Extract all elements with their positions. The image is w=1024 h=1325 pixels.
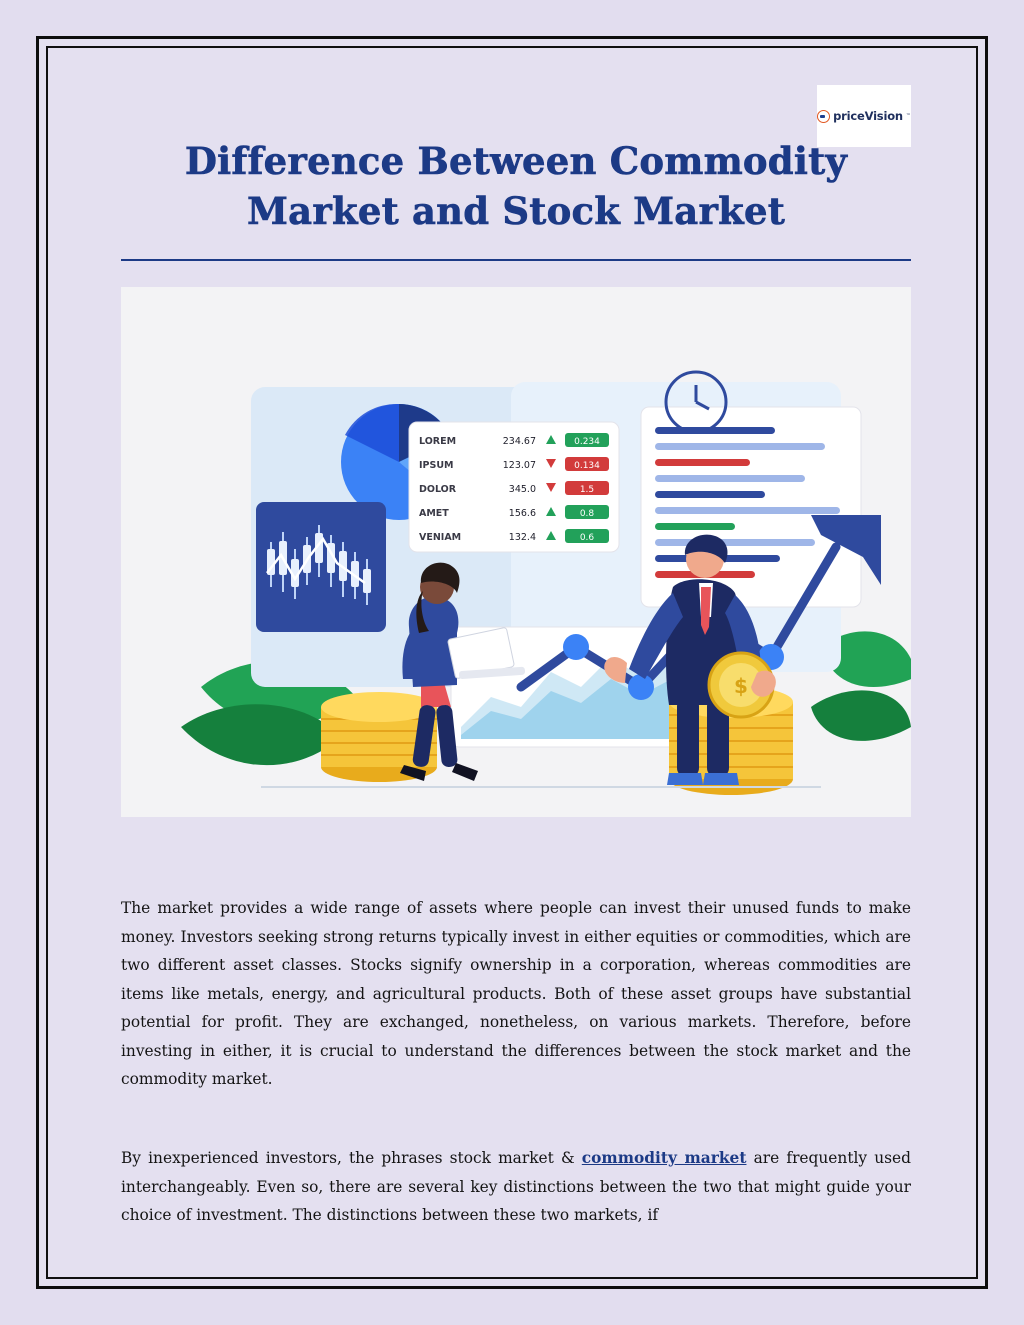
svg-text:156.6: 156.6 bbox=[508, 508, 536, 519]
svg-text:IPSUM: IPSUM bbox=[419, 460, 454, 471]
svg-text:AMET: AMET bbox=[419, 508, 449, 519]
svg-text:123.07: 123.07 bbox=[502, 460, 536, 471]
brand-logo-text: priceVision bbox=[833, 109, 903, 123]
svg-text:$: $ bbox=[734, 674, 748, 698]
paragraph-intro: The market provides a wide range of assets where people can invest their unused funds to make money. Investors seeking strong returns typically invest in either equities or commodities, which are two different asset classes. Stocks signify ownership in a corporation, whereas commodities are items like metals, energy, and agricultural products. Both of these asset groups have substantial potential for profit. They are exchanged, nonetheless, on various markets. Therefore, before investing in either, it is crucial to understand the differences between the stock market and the commodity market. bbox=[121, 899, 911, 1089]
trademark-symbol: ™ bbox=[905, 113, 911, 119]
svg-text:VENIAM: VENIAM bbox=[419, 532, 462, 543]
svg-text:0.8: 0.8 bbox=[579, 509, 595, 519]
paragraph-secondary-text-after: are frequently used interchangeably. Even so, there are several key distinctions between the two that might guide your choice of investment. The distinctions between these two markets, if bbox=[121, 1149, 912, 1225]
svg-text:0.6: 0.6 bbox=[579, 533, 595, 543]
page-content bbox=[121, 59, 911, 1249]
pricevision-logo-icon bbox=[817, 110, 830, 123]
page-title: Difference Between Commodity Market and Stock Market bbox=[184, 139, 848, 233]
paragraph-secondary-text-before: By inexperienced investors, the phrases stock market & bbox=[121, 1149, 582, 1168]
svg-text:345.0: 345.0 bbox=[508, 484, 536, 495]
commodity-market-link[interactable]: commodity market bbox=[581, 1149, 747, 1168]
svg-text:132.4: 132.4 bbox=[508, 532, 536, 543]
svg-text:LOREM: LOREM bbox=[419, 436, 457, 447]
svg-text:234.67: 234.67 bbox=[502, 436, 536, 447]
svg-text:0.134: 0.134 bbox=[574, 461, 600, 471]
svg-text:0.234: 0.234 bbox=[574, 437, 600, 447]
hero-illustration bbox=[121, 287, 911, 817]
paragraph-secondary bbox=[121, 1144, 911, 1230]
svg-text:1.5: 1.5 bbox=[579, 485, 595, 495]
title-divider bbox=[121, 259, 911, 261]
svg-text:DOLOR: DOLOR bbox=[419, 484, 457, 495]
document-page bbox=[36, 36, 988, 1289]
